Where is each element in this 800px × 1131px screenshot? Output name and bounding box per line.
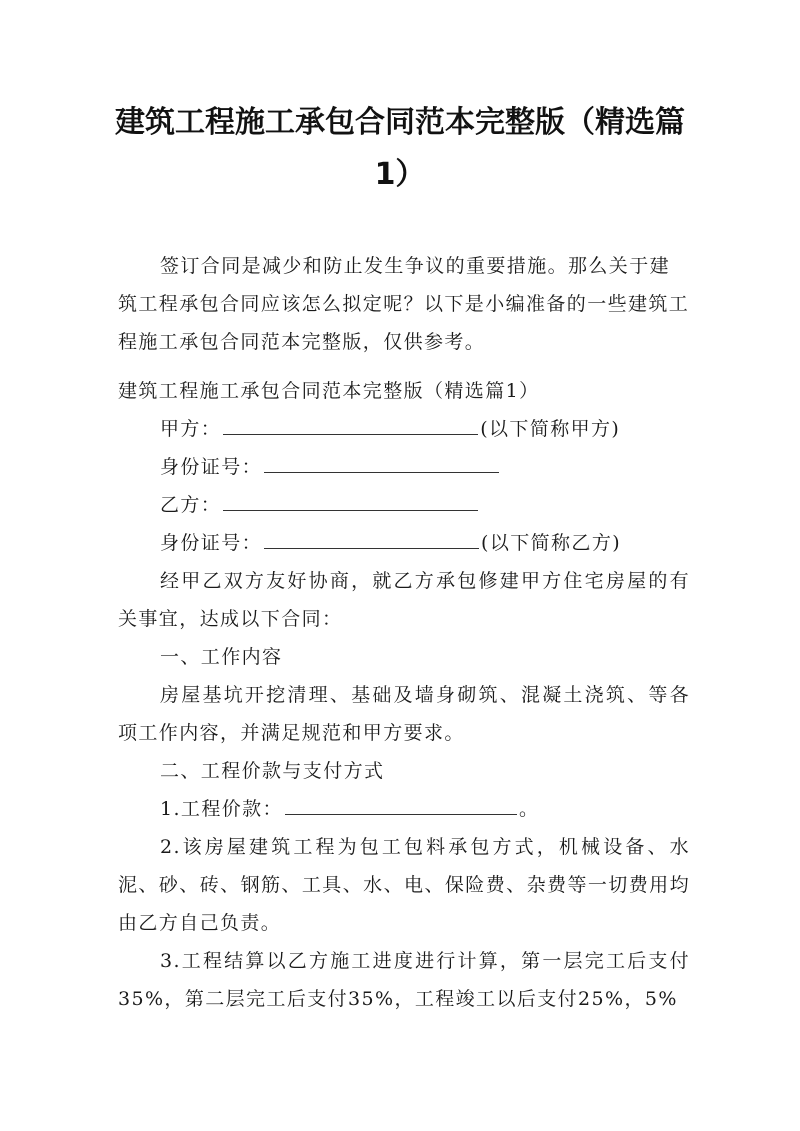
item-1-label: 1.工程价款：: [160, 798, 283, 820]
party-a-label: 甲方：: [160, 418, 222, 440]
id-b-suffix: (以下简称乙方): [481, 532, 622, 554]
item-3-paragraph: 3.工程结算以乙方施工进度进行计算，第一层完工后支付35%，第二层完工后支付35%，工程竣工以后支付25%，5%: [118, 950, 690, 1010]
party-b-label: 乙方：: [160, 494, 222, 516]
contract-body: [118, 372, 690, 1018]
section-1-paragraph: 房屋基坑开挖清理、基础及墙身砌筑、混凝土浇筑、等各项工作内容，并满足规范和甲方要求。: [118, 684, 690, 744]
id-b-label: 身份证号：: [160, 532, 263, 554]
party-a-suffix: (以下简称甲方): [480, 418, 621, 440]
item-1-blank: [285, 792, 517, 815]
preamble-paragraph: 经甲乙双方友好协商，就乙方承包修建甲方住宅房屋的有关事宜，达成以下合同：: [118, 570, 690, 630]
party-b-line: [118, 486, 690, 524]
intro-paragraph: 签订合同是减少和防止发生争议的重要措施。那么关于建筑工程承包合同应该怎么拟定呢？以下是小编准备的一些建筑工程施工承包合同范本完整版，仅供参考。: [118, 255, 690, 353]
document-title: 建筑工程施工承包合同范本完整版（精选篇1）: [115, 105, 685, 192]
section-1-heading: 一、工作内容: [160, 646, 283, 668]
id-b-line: [118, 524, 690, 562]
id-a-blank: [264, 450, 499, 473]
id-b-blank: [264, 526, 479, 549]
item-1-line: [118, 790, 690, 828]
party-b-blank: [223, 488, 478, 511]
item-1-suffix: 。: [518, 798, 540, 820]
party-a-blank: [223, 412, 478, 435]
party-a-line: [118, 410, 690, 448]
contract-heading: 建筑工程施工承包合同范本完整版（精选篇1）: [118, 380, 540, 402]
id-a-label: 身份证号：: [160, 456, 263, 478]
item-2-paragraph: 2.该房屋建筑工程为包工包料承包方式，机械设备、水泥、砂、砖、钢筋、工具、水、电、保险费、杂费等一切费用均由乙方自己负责。: [118, 836, 690, 934]
id-a-line: [118, 448, 690, 486]
section-2-heading: 二、工程价款与支付方式: [160, 760, 385, 782]
